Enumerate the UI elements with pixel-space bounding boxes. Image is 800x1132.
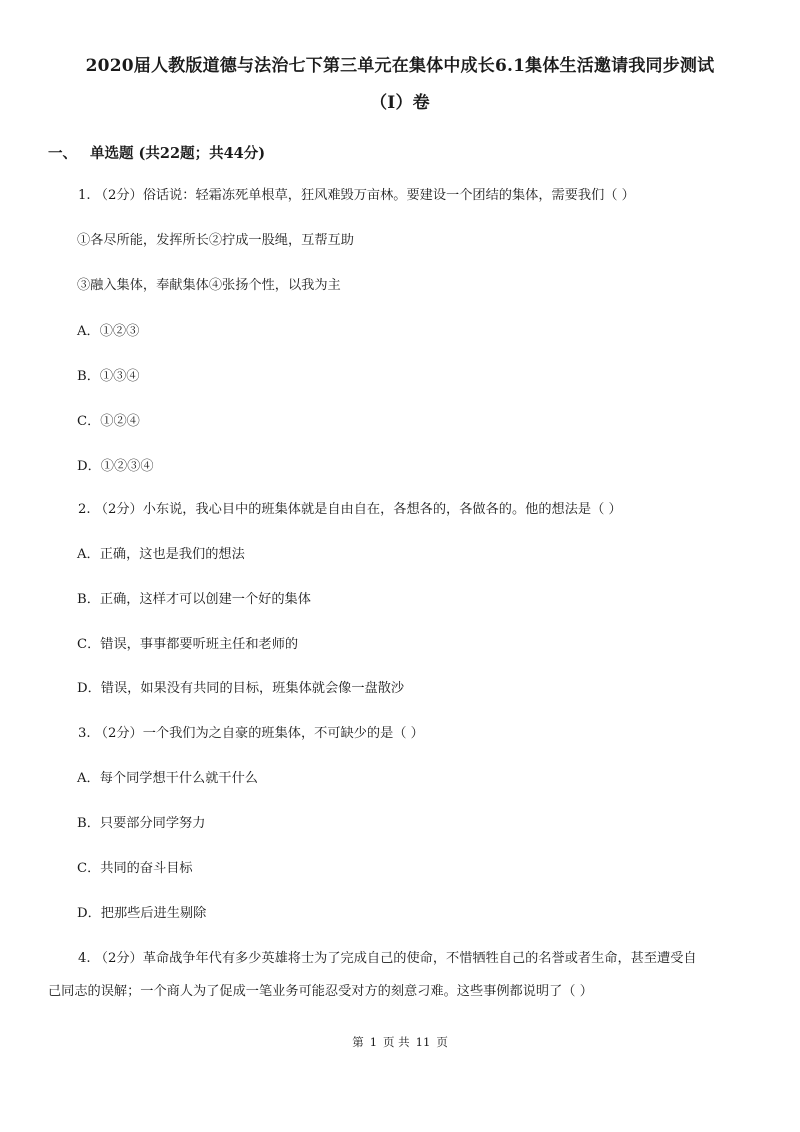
question-4-stem-line-2: 己同志的误解；一个商人为了促成一笔业务可能忍受对方的刻意刁难。这些事例都说明了（ ）	[48, 984, 593, 999]
question-1-option-c: C．①②④	[77, 414, 140, 429]
question-2-option-a: A．正确，这也是我们的想法	[77, 547, 245, 562]
question-2-option-c: C．错误，事事都要听班主任和老师的	[77, 637, 299, 652]
question-1-option-b: B．①③④	[77, 369, 140, 384]
question-1-statement-b: ③融入集体，奉献集体④张扬个性，以我为主	[77, 278, 341, 293]
question-3-option-b: B．只要部分同学努力	[77, 816, 206, 831]
question-1-option-a: A．①②③	[77, 324, 140, 339]
footer-total-pages: 11	[415, 1035, 431, 1049]
question-1-option-d: D．①②③④	[77, 459, 154, 474]
question-2-option-b: B．正确，这样才可以创建一个好的集体	[77, 592, 311, 607]
question-3-option-c: C．共同的奋斗目标	[77, 861, 193, 876]
footer-prefix: 第	[352, 1035, 364, 1049]
question-3-option-a: A．每个同学想干什么就干什么	[77, 771, 258, 786]
question-2-stem: 2. （2分）小东说，我心目中的班集体就是自由自在，各想各的，各做各的。他的想法是（ ）	[78, 502, 622, 517]
question-1-statement-a: ①各尽所能，发挥所长②拧成一股绳，互帮互助	[77, 233, 354, 248]
footer-middle: 页 共	[383, 1035, 410, 1049]
question-2-option-d: D．错误，如果没有共同的目标，班集体就会像一盘散沙	[77, 681, 405, 696]
section-heading	[48, 142, 265, 163]
question-3-option-d: D．把那些后进生剔除	[77, 906, 207, 921]
footer-page-number: 1	[369, 1035, 378, 1049]
question-1-stem: 1. （2分）俗话说：轻霜冻死单根草，狂风难毁万亩林。要建设一个团结的集体，需要我们（ ）	[78, 188, 635, 203]
question-4-stem-line-1: 4. （2分）革命战争年代有多少英雄将士为了完成自己的使命，不惜牺牲自己的名誉或者生命，甚至遭受自	[78, 951, 697, 966]
page-footer	[0, 1034, 800, 1050]
footer-suffix: 页	[436, 1035, 448, 1049]
document-title-line-1: 2020届人教版道德与法治七下第三单元在集体中成长6.1集体生活邀请我同步测试	[85, 56, 715, 76]
document-title-line-2: （I）卷	[370, 93, 430, 113]
section-label: 单选题 (共22题；共44分)	[90, 145, 266, 162]
question-3-stem: 3. （2分）一个我们为之自豪的班集体，不可缺少的是（ ）	[78, 726, 424, 741]
section-number: 一、	[48, 145, 77, 162]
